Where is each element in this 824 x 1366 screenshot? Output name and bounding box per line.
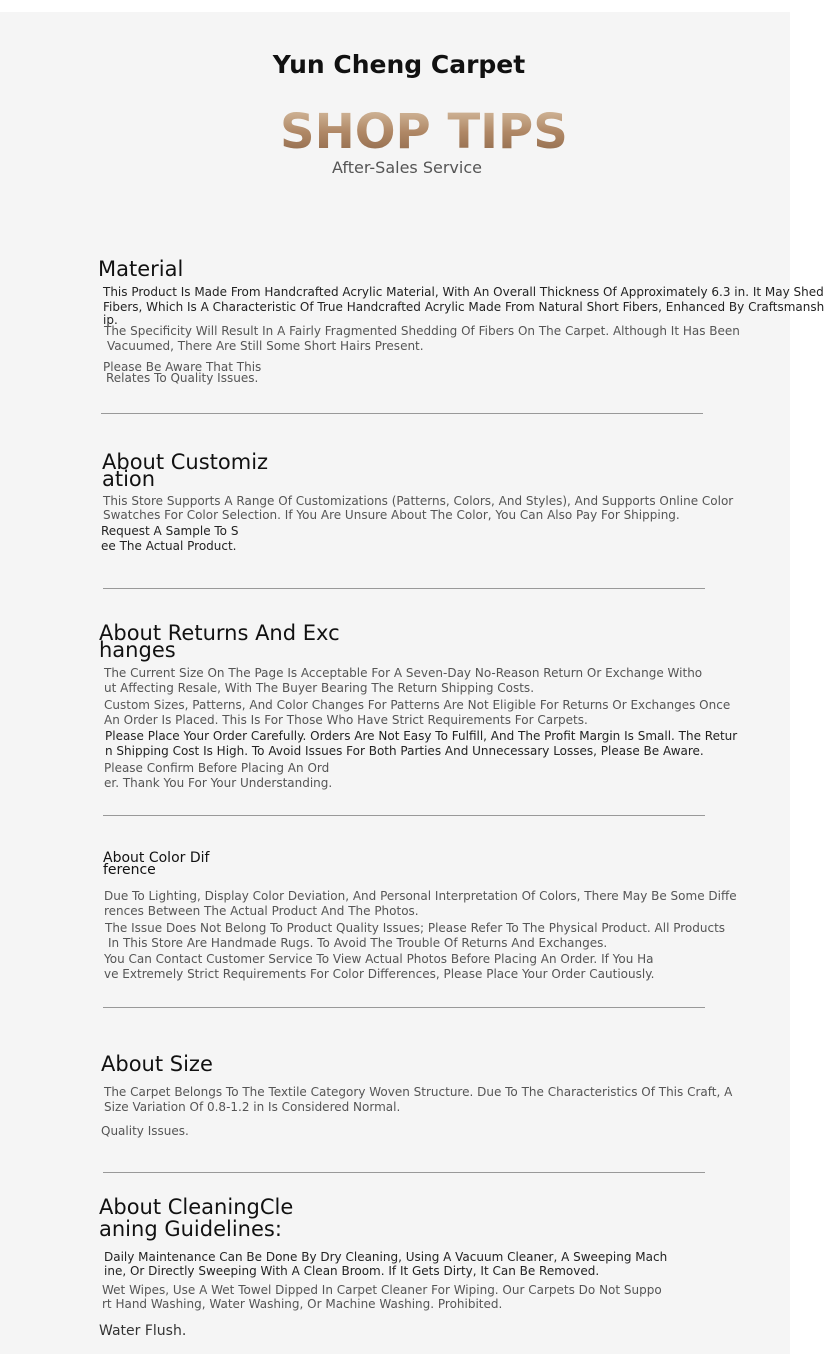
section-title-size: About Size [101, 1052, 213, 1076]
material-text-2: Fibers, Which Is A Characteristic Of True Handcrafted Acrylic Made From Natural Short Fibers, Enhanced By Craftsmansh [103, 300, 824, 314]
returns-text-3: Custom Sizes, Patterns, And Color Changes For Patterns Are Not Eligible For Returns Or Exchanges Once [104, 698, 731, 712]
section-title-color-1: About Color Dif [103, 850, 210, 866]
cleaning-text-4: rt Hand Washing, Water Washing, Or Machine Washing. Prohibited. [102, 1297, 503, 1311]
size-text-3: Quality Issues. [101, 1124, 189, 1138]
page [0, 12, 824, 1354]
returns-text-8: er. Thank You For Your Understanding. [104, 776, 333, 790]
divider [103, 1007, 705, 1008]
customization-text-1: This Store Supports A Range Of Customizations (Patterns, Colors, And Styles), And Supports Online Color [103, 494, 734, 508]
section-title-color-2: ference [103, 862, 156, 878]
section-title-cleaning-2: aning Guidelines: [99, 1217, 282, 1241]
customization-text-2: Swatches For Color Selection. If You Are Unsure About The Color, You Can Also Pay For Shipping. [103, 508, 680, 522]
color-text-4: In This Store Are Handmade Rugs. To Avoid The Trouble Of Returns And Exchanges. [108, 936, 608, 950]
section-title-returns-2: hanges [99, 638, 176, 662]
color-text-3: The Issue Does Not Belong To Product Quality Issues; Please Refer To The Physical Product. All Products [105, 921, 726, 935]
returns-text-7: Please Confirm Before Placing An Ord [104, 761, 330, 775]
color-text-5: You Can Contact Customer Service To View Actual Photos Before Placing An Order. If You Ha [104, 952, 654, 966]
material-text-6: Please Be Aware That This [103, 360, 262, 374]
material-text-3: ip. [103, 313, 118, 327]
color-text-1: Due To Lighting, Display Color Deviation, And Personal Interpretation Of Colors, There May Be Some Diffe [104, 889, 737, 903]
returns-text-1: The Current Size On The Page Is Acceptable For A Seven-Day No-Reason Return Or Exchange Witho [104, 666, 703, 680]
divider [101, 413, 703, 414]
size-text-2: Size Variation Of 0.8-1.2 in Is Considered Normal. [104, 1100, 401, 1114]
returns-text-5: Please Place Your Order Carefully. Orders Are Not Easy To Fulfill, And The Profit Margin Is Small. The Retur [105, 729, 738, 743]
size-text-1: The Carpet Belongs To The Textile Category Woven Structure. Due To The Characteristics Of This Craft, A [104, 1085, 733, 1099]
material-text-5: Vacuumed, There Are Still Some Short Hairs Present. [107, 339, 424, 353]
divider [103, 815, 705, 816]
returns-text-2: ut Affecting Resale, With The Buyer Bearing The Return Shipping Costs. [104, 681, 535, 695]
section-title-customization-2: ation [102, 467, 156, 491]
returns-text-6: n Shipping Cost Is High. To Avoid Issues For Both Parties And Unnecessary Losses, Please Be Aware. [105, 744, 704, 758]
cleaning-text-3: Wet Wipes, Use A Wet Towel Dipped In Carpet Cleaner For Wiping. Our Carpets Do Not Suppo [102, 1283, 662, 1297]
color-text-2: rences Between The Actual Product And The Photos. [104, 904, 419, 918]
cleaning-text-2: ine, Or Directly Sweeping With A Clean Broom. If It Gets Dirty, It Can Be Removed. [104, 1264, 600, 1278]
material-text-1: This Product Is Made From Handcrafted Acrylic Material, With An Overall Thickness Of Approximately 6.3 in. It May Shed [103, 285, 824, 299]
logo-text: SHOP TIPS [280, 104, 568, 160]
customization-text-3: Request A Sample To S [101, 524, 239, 538]
customization-text-4: ee The Actual Product. [101, 539, 237, 553]
section-title-material: Material [98, 257, 184, 281]
divider [103, 1172, 705, 1173]
divider [103, 588, 705, 589]
shop-tips-logo [278, 88, 568, 160]
section-title-returns-1: About Returns And Exc [99, 621, 340, 645]
material-text-7: Relates To Quality Issues. [106, 371, 259, 385]
cleaning-text-1: Daily Maintenance Can Be Done By Dry Cleaning, Using A Vacuum Cleaner, A Sweeping Mach [104, 1250, 668, 1264]
returns-text-4: An Order Is Placed. This Is For Those Who Have Strict Requirements For Carpets. [104, 713, 588, 727]
section-title-cleaning-1: About CleaningCle [99, 1195, 294, 1219]
page-subtitle: After-Sales Service [332, 158, 482, 177]
color-text-6: ve Extremely Strict Requirements For Color Differences, Please Place Your Order Cautiously. [104, 967, 655, 981]
brand-name: Yun Cheng Carpet [272, 50, 526, 79]
material-text-4: The Specificity Will Result In A Fairly Fragmented Shedding Of Fibers On The Carpet. Although It Has Been [104, 324, 740, 338]
cleaning-text-5: Water Flush. [99, 1323, 187, 1339]
section-title-customization-1: About Customiz [102, 450, 269, 474]
